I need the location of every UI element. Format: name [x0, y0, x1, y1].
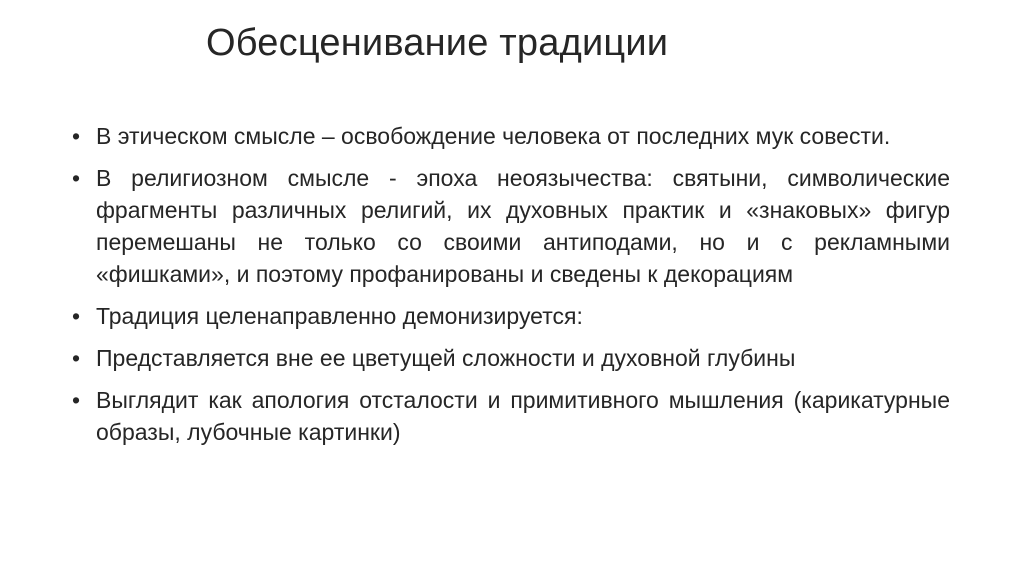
bullet-item	[72, 300, 950, 332]
bullet-item	[72, 384, 950, 448]
slide-title: Обесценивание традиции	[206, 22, 669, 64]
bullet-icon: •	[72, 123, 81, 149]
bullet-item	[72, 342, 950, 374]
bullet-text: Выглядит как апология отсталости и примитивного мышления (карикатурные образы, лубочные картинки)	[96, 387, 950, 445]
bullet-text: В религиозном смысле - эпоха неоязычества: святыни, символические фрагменты различных религий, их духовных практик и «знаковых» фигур перемешаны не только со своими антиподами, но и с рекламными «фишками», и поэтому профанированы и сведены к декорациям	[96, 165, 950, 287]
bullet-text: В этическом смысле – освобождение человека от последних мук совести.	[96, 123, 891, 149]
bullet-item	[72, 162, 950, 290]
bullet-text: Традиция целенаправленно демонизируется:	[96, 303, 583, 329]
bullet-icon: •	[72, 345, 81, 371]
bullet-text: Представляется вне ее цветущей сложности и духовной глубины	[96, 345, 796, 371]
bullet-icon: •	[72, 387, 81, 413]
bullet-list	[72, 120, 950, 458]
bullet-icon: •	[72, 303, 81, 329]
bullet-item	[72, 120, 950, 152]
bullet-icon: •	[72, 165, 81, 191]
